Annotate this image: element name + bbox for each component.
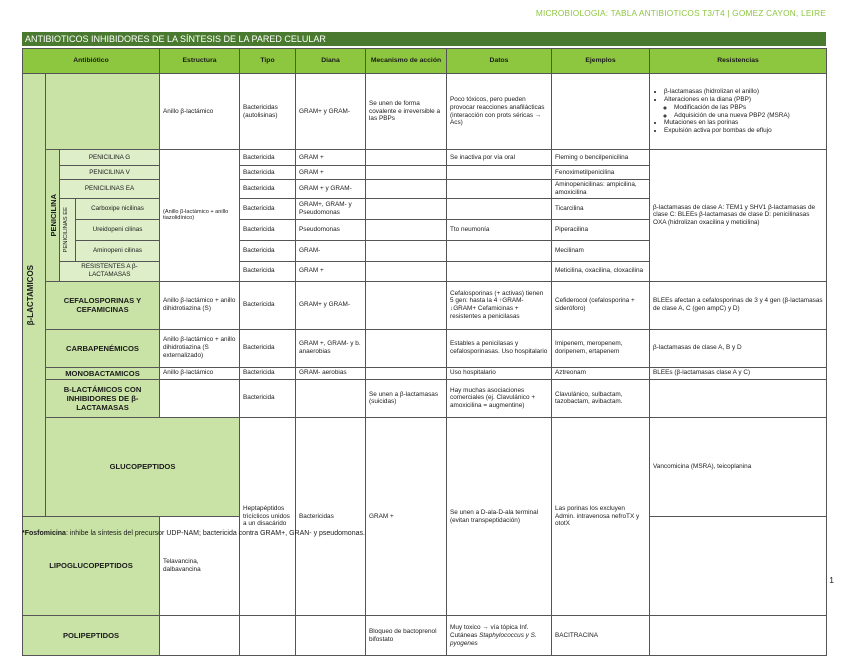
penicilina-resistencias: β-lactamasas de clase A: TEM1 y SHV1 β-lactamasas de clase C: BLEEs β-lactamasas de clase D: penicilinasas OXA (hidrolizan oxacilina y meticilina) [650, 150, 827, 282]
table-title: ANTIBIOTICOS INHIBIDORES DE LA SÍNTESIS DE LA PARED CELULAR [22, 32, 826, 46]
table-row: PENICILINA PENICILINA G (Anillo β-lactámico + anillo tiazolidínico) Bactericida GRAM + Se inactiva por vía oral Fleming o bencilpenicilina β-lactamasas de clase A: TEM1 y SHV1 β-lactamasas de clase C: BLEEs β-lactamasas de clase D: penicilinasas OXA (hidrolizan oxacilina y meticilina) [23, 150, 827, 166]
table-row: Aminopeni cilinas Bactericida GRAM- Mecilinam [23, 240, 827, 261]
table-row: CEFALOSPORINAS Y CEFAMICINAS Anillo β-lactámico + anillo dihidrotiazina (S) Bactericida GRAM+ y GRAM- Cefalosporinas (+ activas) tienen 5 gen: hasta la 4 ↑GRAM- ↓GRAM+ Cefamicinas + resistentes a penicilasas Cefiderocol (cefalosporina + sideróforo) BLEEs afectan a cefalosporinas de 3 y 4 gen (β-lactamasas de clase A, C (gen ampC) y D) [23, 281, 827, 329]
table-row: B-LACTÁMICOS CON INHIBIDORES DE β-LACTAMASAS Bactericida Se unen a β-lactamasas (suicidas) Hay muchas asociaciones comerciales (ej. Clavulánico + amoxicilina = augmentine) Clavulánico, sulbactam, tazobactam, avibactam. [23, 379, 827, 417]
betalactamicos-group: β-LACTAMICOS [23, 74, 46, 517]
col-estructura: Estructura [160, 49, 240, 74]
col-diana: Diana [296, 49, 366, 74]
table-row: PENICILINAS EA Bactericida GRAM + y GRAM- Aminopenicilinas: ampicilina, amoxicilina [23, 180, 827, 199]
table-row: MONOBACTAMICOS Anillo β-lactámico Bactericida GRAM- aerobias Uso hospitalario Aztreonam BLEEs (β-lactamasas clase A y C) [23, 367, 827, 379]
cell: Poco tóxicos, pero pueden provocar reacciones anafilácticas (interacción con prots séricas → Acs) [447, 74, 552, 150]
col-mecanismo: Mecanismo de acción [366, 49, 447, 74]
cell: GRAM+ y GRAM- [296, 74, 366, 150]
col-datos: Datos [447, 49, 552, 74]
table-row: PENICILINA V Bactericida GRAM + Fenoximetilpenicilina [23, 166, 827, 180]
table-row: RESISTENTES A β-LACTAMASAS Bactericida GRAM + Meticilina, oxacilina, cloxacilina [23, 261, 827, 281]
table-row [23, 74, 827, 150]
col-resistencias: Resistencias [650, 49, 827, 74]
table-row: GLUCOPEPTIDOS Heptapéptidos tricíclicos unidos a un disacárido Bactericidas GRAM + Se unen a D-ala-D-ala terminal (evitan transpeptidación) Las porinas los excluyen Admin. intravenosa nefroTX y ototX Vancomicina (MSRA), teicoplanina [23, 417, 827, 516]
general-resistencias: • β-lactamasas (hidrolizan el anillo) • Alteraciones en la diana (PBP) ◦ Modificación de las PBPs ◦ Adquisición de una nueva PBP2 (MSRA) • Mutaciones en las porinas • Expulsión activa por bombas de eflujo [650, 74, 827, 150]
col-ejemplos: Ejemplos [552, 49, 650, 74]
penicilina-group: PENICILINA [46, 150, 60, 282]
footnote: *Fosfomicina: inhibe la síntesis del precursor UDP-NAM; bactericida contra GRAM+, GRAN- y pseudomonas. [22, 530, 365, 537]
header-row [23, 49, 827, 74]
col-antibiotico: Antibiótico [23, 49, 160, 74]
table-row: LIPOGLUCOPEPTIDOS Telavancina, dalbavancina [23, 517, 827, 616]
page-number: 1 [829, 575, 834, 585]
col-tipo: Tipo [240, 49, 296, 74]
table-row: PENICILINAS EE Carboxipe nicilinas Bactericida GRAM+, GRAM- y Pseudomonas Ticarcilina [23, 198, 827, 219]
cell: Anillo β-lactámico [160, 74, 240, 150]
antibiotics-table [22, 48, 827, 656]
cell: Bactericidas (autolisinas) [240, 74, 296, 150]
table-row: Ureidopeni cilinas Bactericida Pseudomonas Tto neumonía Piperacilina [23, 219, 827, 240]
table-row: CARBAPENÉMICOS Anillo β-lactámico + anillo dihidrotiazina (S externalizado) Bactericida GRAM +, GRAM- y b. anaerobias Estables a penicilasas y cefalosporinasas. Uso hospitalario Imipenem, meropenem, doripenem, ertapenem β-lactamasas de clase A, B y D [23, 329, 827, 367]
cell: Se unen de forma covalente e irreversible a las PBPs [366, 74, 447, 150]
running-header: MICROBIOLOGIA: TABLA ANTIBIOTICOS T3/T4 | GOMEZ CAYON, LEIRE [535, 8, 826, 18]
penicilinas-ee-group: PENICILINAS EE [60, 198, 76, 261]
table-row: POLIPEPTIDOS Bloqueo de bactoprenol bifostato Muy toxico → vía tópica Inf. Cutáneas Staphylococcus y S. pyogenes BACITRACINA [23, 616, 827, 656]
cell: (Anillo β-lactámico + anillo tiazolidínico) [160, 150, 240, 282]
